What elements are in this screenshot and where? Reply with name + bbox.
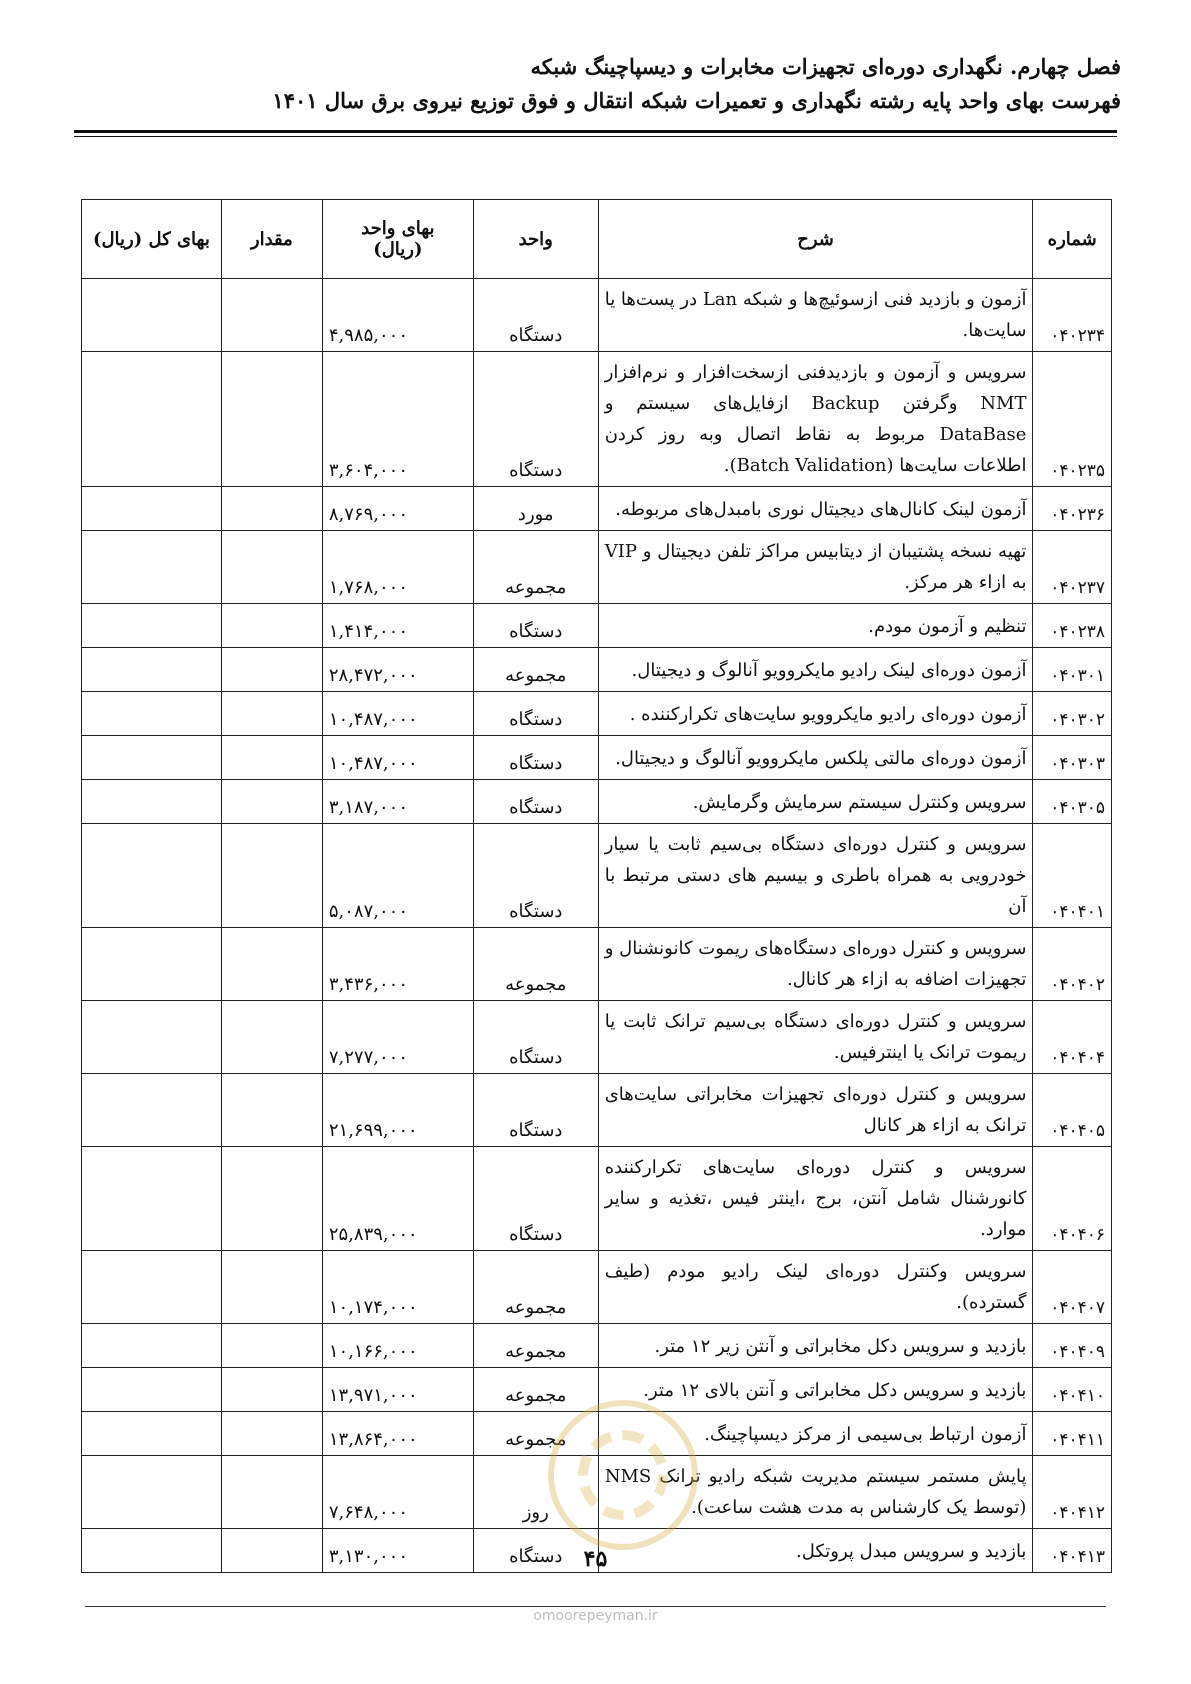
item-quantity	[221, 648, 322, 692]
item-total	[82, 1368, 222, 1412]
item-number: ۰۴۰۴۰۷	[1033, 1251, 1112, 1324]
site-watermark: omoorepeyman.ir	[533, 1608, 658, 1624]
item-total	[82, 1074, 222, 1147]
item-total	[82, 279, 222, 352]
item-quantity	[221, 604, 322, 648]
column-header-number: شماره	[1033, 200, 1112, 279]
item-quantity	[221, 736, 322, 780]
item-description: آزمون دوره‌ای رادیو مایکروویو سایت‌های تکرارکننده .	[598, 692, 1033, 736]
item-unit-price: ۱۰,۱۷۴,۰۰۰	[322, 1251, 473, 1324]
item-unit: دستگاه	[473, 352, 598, 487]
item-unit-price: ۷,۶۴۸,۰۰۰	[322, 1456, 473, 1529]
item-unit: مجموعه	[473, 928, 598, 1001]
item-description: آزمون ارتباط بی‌سیمی از مرکز دیسپاچینگ.	[598, 1412, 1033, 1456]
item-number: ۰۴۰۲۳۵	[1033, 352, 1112, 487]
item-unit-price: ۲۸,۴۷۲,۰۰۰	[322, 648, 473, 692]
table-row	[82, 1251, 1112, 1324]
item-unit-price: ۵,۰۸۷,۰۰۰	[322, 824, 473, 928]
item-number: ۰۴۰۲۳۷	[1033, 531, 1112, 604]
item-unit-price: ۱۰,۴۸۷,۰۰۰	[322, 736, 473, 780]
item-description: سرویس وکنترل دوره‌ای لینک رادیو مودم (طیف گسترده).	[598, 1251, 1033, 1324]
item-description: بازدید و سرویس دکل مخابراتی و آنتن زیر ۱۲ متر.	[598, 1324, 1033, 1368]
item-unit: مورد	[473, 487, 598, 531]
item-total	[82, 604, 222, 648]
item-unit-price: ۳,۱۸۷,۰۰۰	[322, 780, 473, 824]
item-number: ۰۴۰۴۱۰	[1033, 1368, 1112, 1412]
item-quantity	[221, 780, 322, 824]
item-description: سرویس و کنترل دوره‌ای تجهیزات مخابراتی سایت‌های ترانک به ازاء هر کانال	[598, 1074, 1033, 1147]
item-unit: مجموعه	[473, 1251, 598, 1324]
item-quantity	[221, 531, 322, 604]
item-total	[82, 1001, 222, 1074]
item-quantity	[221, 279, 322, 352]
item-unit-price: ۲۱,۶۹۹,۰۰۰	[322, 1074, 473, 1147]
item-number: ۰۴۰۴۱۱	[1033, 1412, 1112, 1456]
table-row	[82, 692, 1112, 736]
page-header	[70, 52, 1121, 116]
item-unit: دستگاه	[473, 1074, 598, 1147]
item-description: سرویس و آزمون و بازدیدفنی ازسخت‌افزار و نرم‌افزار NMT وگرفتن Backup ازفایل‌های سیستم و DataBase مربوط به نقاط اتصال وبه روز کردن اطلاعات سایت‌ها (Batch Validation).	[598, 352, 1033, 487]
item-description: سرویس و کنترل دوره‌ای دستگاه بی‌سیم ترانک ثابت یا ریموت ترانک یا اینترفیس.	[598, 1001, 1033, 1074]
item-unit-price: ۸,۷۶۹,۰۰۰	[322, 487, 473, 531]
table-row	[82, 780, 1112, 824]
item-total	[82, 780, 222, 824]
item-unit: دستگاه	[473, 604, 598, 648]
item-unit-price: ۱۰,۱۶۶,۰۰۰	[322, 1324, 473, 1368]
item-unit: مجموعه	[473, 1324, 598, 1368]
item-unit-price: ۱۳,۹۷۱,۰۰۰	[322, 1368, 473, 1412]
item-unit: روز	[473, 1456, 598, 1529]
item-number: ۰۴۰۴۰۶	[1033, 1147, 1112, 1251]
item-number: ۰۴۰۳۰۲	[1033, 692, 1112, 736]
item-quantity	[221, 1412, 322, 1456]
table-row	[82, 928, 1112, 1001]
item-number: ۰۴۰۳۰۵	[1033, 780, 1112, 824]
column-header-unit-price	[322, 200, 473, 279]
column-header-quantity: مقدار	[221, 200, 322, 279]
item-unit-price: ۳,۶۰۴,۰۰۰	[322, 352, 473, 487]
item-description: آزمون دوره‌ای لینک رادیو مایکروویو آنالوگ و دیجیتال.	[598, 648, 1033, 692]
item-description: آزمون دوره‌ای مالتی پلکس مایکروویو آنالوگ و دیجیتال.	[598, 736, 1033, 780]
item-unit: مجموعه	[473, 1412, 598, 1456]
item-total	[82, 1147, 222, 1251]
item-number: ۰۴۰۳۰۱	[1033, 648, 1112, 692]
table-row	[82, 279, 1112, 352]
item-unit-price: ۳,۱۳۰,۰۰۰	[322, 1529, 473, 1573]
item-quantity	[221, 1368, 322, 1412]
item-unit-price: ۲۵,۸۳۹,۰۰۰	[322, 1147, 473, 1251]
item-description: تنظیم و آزمون مودم.	[598, 604, 1033, 648]
item-unit: دستگاه	[473, 1529, 598, 1573]
header-divider-thick	[74, 130, 1117, 133]
item-total	[82, 736, 222, 780]
item-description: آزمون لینک کانال‌های دیجیتال نوری بامبدل‌های مربوطه.	[598, 487, 1033, 531]
item-quantity	[221, 352, 322, 487]
item-total	[82, 531, 222, 604]
item-unit: دستگاه	[473, 279, 598, 352]
item-quantity	[221, 487, 322, 531]
item-description: بازدید و سرویس مبدل پروتکل.	[598, 1529, 1033, 1573]
item-total	[82, 824, 222, 928]
item-unit-price: ۱۳,۸۶۴,۰۰۰	[322, 1412, 473, 1456]
item-number: ۰۴۰۴۰۵	[1033, 1074, 1112, 1147]
item-quantity	[221, 1456, 322, 1529]
item-number: ۰۴۰۴۱۲	[1033, 1456, 1112, 1529]
item-number: ۰۴۰۲۳۸	[1033, 604, 1112, 648]
column-header-unit: واحد	[473, 200, 598, 279]
item-total	[82, 692, 222, 736]
table-header-row	[82, 200, 1112, 279]
item-total	[82, 648, 222, 692]
header-divider-thin	[74, 136, 1117, 137]
item-total	[82, 1251, 222, 1324]
item-unit: مجموعه	[473, 648, 598, 692]
table-row	[82, 1001, 1112, 1074]
footer-divider	[85, 1606, 1106, 1607]
item-unit: دستگاه	[473, 1147, 598, 1251]
item-number: ۰۴۰۲۳۴	[1033, 279, 1112, 352]
table-row	[82, 352, 1112, 487]
price-list-title: فهرست بهای واحد پایه رشته نگهداری و تعمیرات شبکه انتقال و فوق توزیع نیروی برق سال ۱۴۰۱	[272, 88, 1121, 113]
item-description: پایش مستمر سیستم مدیریت شبکه رادیو ترانک NMS (توسط یک کارشناس به مدت هشت ساعت).	[598, 1456, 1033, 1529]
item-total	[82, 928, 222, 1001]
item-number: ۰۴۰۴۰۱	[1033, 824, 1112, 928]
item-quantity	[221, 1147, 322, 1251]
item-description: سرویس و کنترل دوره‌ای دستگاه‌های ریموت کانونشنال و تجهیزات اضافه به ازاء هر کانال.	[598, 928, 1033, 1001]
column-header-total: بهای کل (ریال)	[82, 200, 222, 279]
item-description: بازدید و سرویس دکل مخابراتی و آنتن بالای ۱۲ متر.	[598, 1368, 1033, 1412]
table-row	[82, 1147, 1112, 1251]
item-quantity	[221, 692, 322, 736]
item-number: ۰۴۰۴۰۹	[1033, 1324, 1112, 1368]
column-header-description: شرح	[598, 200, 1033, 279]
item-number: ۰۴۰۲۳۶	[1033, 487, 1112, 531]
item-description: سرویس و کنترل دوره‌ای دستگاه بی‌سیم ثابت یا سیار خودرویی به همراه باطری و بیسیم های دستی مرتبط با آن	[598, 824, 1033, 928]
table-row	[82, 824, 1112, 928]
item-number: ۰۴۰۳۰۳	[1033, 736, 1112, 780]
item-unit-price: ۱,۴۱۴,۰۰۰	[322, 604, 473, 648]
item-description: سرویس و کنترل دوره‌ای سایت‌های تکرارکننده کانورشنال شامل آنتن، برج ،اینتر فیس ،تغذیه و سایر موارد.	[598, 1147, 1033, 1251]
item-description: سرویس وکنترل سیستم سرمایش وگرمایش.	[598, 780, 1033, 824]
chapter-title: فصل چهارم. نگهداری دوره‌ای تجهیزات مخابرات و دیسپاچینگ شبکه	[530, 54, 1121, 79]
item-unit: دستگاه	[473, 736, 598, 780]
item-number: ۰۴۰۴۰۴	[1033, 1001, 1112, 1074]
item-quantity	[221, 1251, 322, 1324]
item-unit: دستگاه	[473, 1001, 598, 1074]
item-unit: دستگاه	[473, 824, 598, 928]
unit-price-currency: (ریال)	[373, 239, 423, 260]
item-total	[82, 1456, 222, 1529]
item-quantity	[221, 1324, 322, 1368]
item-unit: مجموعه	[473, 1368, 598, 1412]
item-unit-price: ۱۰,۴۸۷,۰۰۰	[322, 692, 473, 736]
price-table	[81, 199, 1112, 1573]
table-row	[82, 604, 1112, 648]
item-description: تهیه نسخه پشتیبان از دیتابیس مراکز تلفن دیجیتال و VIP به ازاء هر مرکز.	[598, 531, 1033, 604]
item-description: آزمون و بازدید فنی ازسوئیچ‌ها و شبکه Lan در پست‌ها یا سایت‌ها.	[598, 279, 1033, 352]
item-number: ۰۴۰۴۰۲	[1033, 928, 1112, 1001]
item-unit: دستگاه	[473, 780, 598, 824]
table-row	[82, 1074, 1112, 1147]
table-row	[82, 736, 1112, 780]
item-unit-price: ۳,۴۳۶,۰۰۰	[322, 928, 473, 1001]
item-quantity	[221, 928, 322, 1001]
item-unit-price: ۴,۹۸۵,۰۰۰	[322, 279, 473, 352]
item-total	[82, 1324, 222, 1368]
item-total	[82, 352, 222, 487]
item-quantity	[221, 824, 322, 928]
table-row	[82, 1324, 1112, 1368]
table-row	[82, 648, 1112, 692]
stamp-watermark	[548, 1400, 698, 1550]
item-unit: مجموعه	[473, 531, 598, 604]
item-quantity	[221, 1001, 322, 1074]
table-row	[82, 531, 1112, 604]
item-number: ۰۴۰۴۱۳	[1033, 1529, 1112, 1573]
item-total	[82, 487, 222, 531]
unit-price-label: بهای واحد	[361, 218, 435, 239]
page-number: ۴۵	[583, 1546, 608, 1572]
table-row	[82, 487, 1112, 531]
item-unit-price: ۱,۷۶۸,۰۰۰	[322, 531, 473, 604]
item-unit: دستگاه	[473, 692, 598, 736]
item-total	[82, 1412, 222, 1456]
item-quantity	[221, 1074, 322, 1147]
item-unit-price: ۷,۲۷۷,۰۰۰	[322, 1001, 473, 1074]
